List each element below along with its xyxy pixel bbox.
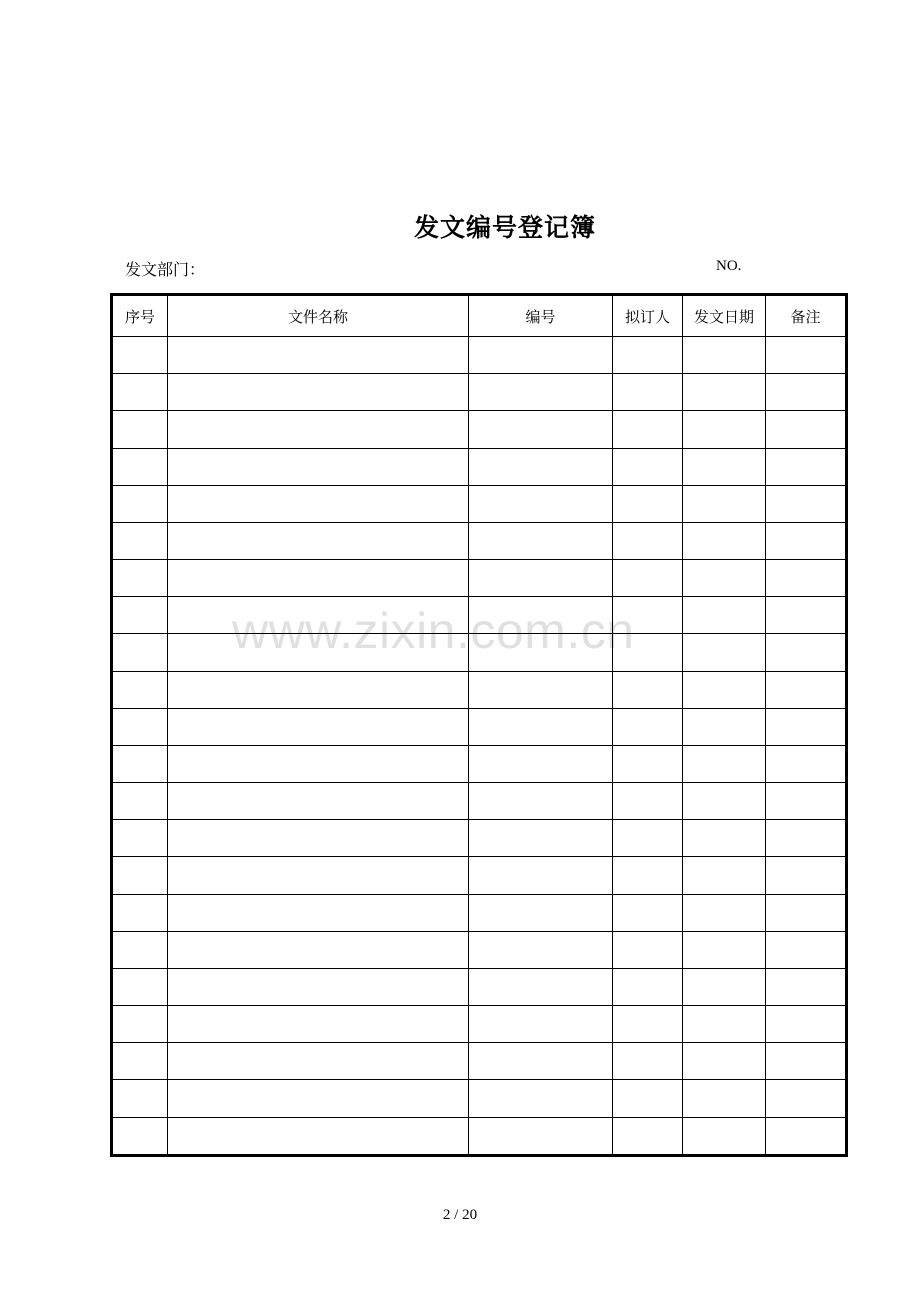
cell-number[interactable] — [469, 374, 613, 411]
watermark: www.zixin.com.cn — [232, 603, 635, 659]
cell-seq[interactable] — [112, 560, 168, 597]
header-drafter: 拟订人 — [613, 295, 683, 337]
cell-drafter[interactable] — [613, 671, 683, 708]
cell-drafter[interactable] — [613, 374, 683, 411]
cell-file-name[interactable] — [168, 968, 469, 1005]
register-body — [112, 337, 847, 1156]
cell-number[interactable] — [469, 783, 613, 820]
table-row — [112, 485, 847, 522]
cell-number[interactable] — [469, 522, 613, 559]
cell-drafter[interactable] — [613, 931, 683, 968]
table-row — [112, 1043, 847, 1080]
cell-file-name[interactable] — [168, 708, 469, 745]
cell-seq[interactable] — [112, 894, 168, 931]
cell-issue-date[interactable] — [683, 634, 766, 671]
cell-issue-date[interactable] — [683, 1043, 766, 1080]
cell-seq[interactable] — [112, 522, 168, 559]
table-row — [112, 448, 847, 485]
cell-issue-date[interactable] — [683, 448, 766, 485]
cell-remarks[interactable] — [766, 560, 847, 597]
cell-drafter[interactable] — [613, 857, 683, 894]
cell-number[interactable] — [469, 1080, 613, 1117]
cell-file-name[interactable] — [168, 522, 469, 559]
cell-remarks[interactable] — [766, 820, 847, 857]
cell-issue-date[interactable] — [683, 894, 766, 931]
cell-seq[interactable] — [112, 485, 168, 522]
cell-drafter[interactable] — [613, 1080, 683, 1117]
cell-file-name[interactable] — [168, 1006, 469, 1043]
table-row — [112, 522, 847, 559]
cell-number[interactable] — [469, 448, 613, 485]
cell-remarks[interactable] — [766, 857, 847, 894]
cell-number[interactable] — [469, 597, 613, 634]
page-number: 2 / 20 — [442, 1207, 478, 1223]
cell-remarks[interactable] — [766, 374, 847, 411]
cell-drafter[interactable] — [613, 745, 683, 782]
cell-issue-date[interactable] — [683, 745, 766, 782]
cell-remarks[interactable] — [766, 708, 847, 745]
table-row — [112, 931, 847, 968]
cell-seq[interactable] — [112, 931, 168, 968]
cell-file-name[interactable] — [168, 411, 469, 448]
cell-file-name[interactable] — [168, 931, 469, 968]
table-row — [112, 968, 847, 1005]
cell-file-name[interactable] — [168, 1117, 469, 1155]
cell-issue-date[interactable] — [683, 1006, 766, 1043]
cell-file-name[interactable] — [168, 597, 469, 634]
cell-number[interactable] — [469, 857, 613, 894]
cell-remarks[interactable] — [766, 411, 847, 448]
cell-issue-date[interactable] — [683, 522, 766, 559]
table-row — [112, 337, 847, 374]
table-row — [112, 708, 847, 745]
table-row — [112, 560, 847, 597]
cell-seq[interactable] — [112, 671, 168, 708]
table-row — [112, 857, 847, 894]
cell-drafter[interactable] — [613, 597, 683, 634]
cell-drafter[interactable] — [613, 560, 683, 597]
header-seq: 序号 — [112, 295, 168, 337]
cell-seq[interactable] — [112, 634, 168, 671]
cell-number[interactable] — [469, 1043, 613, 1080]
table-row — [112, 374, 847, 411]
cell-remarks[interactable] — [766, 485, 847, 522]
cell-remarks[interactable] — [766, 634, 847, 671]
cell-seq[interactable] — [112, 820, 168, 857]
cell-remarks[interactable] — [766, 931, 847, 968]
cell-number[interactable] — [469, 1117, 613, 1155]
cell-file-name[interactable] — [168, 671, 469, 708]
cell-number[interactable] — [469, 931, 613, 968]
cell-number[interactable] — [469, 1006, 613, 1043]
cell-issue-date[interactable] — [683, 671, 766, 708]
cell-remarks[interactable] — [766, 1043, 847, 1080]
cell-seq[interactable] — [112, 411, 168, 448]
number-label: NO. — [716, 258, 742, 274]
cell-remarks[interactable] — [766, 597, 847, 634]
cell-file-name[interactable] — [168, 374, 469, 411]
cell-drafter[interactable] — [613, 708, 683, 745]
cell-seq[interactable] — [112, 745, 168, 782]
cell-drafter[interactable] — [613, 1006, 683, 1043]
cell-issue-date[interactable] — [683, 931, 766, 968]
table-row — [112, 671, 847, 708]
cell-drafter[interactable] — [613, 783, 683, 820]
cell-file-name[interactable] — [168, 634, 469, 671]
cell-seq[interactable] — [112, 597, 168, 634]
cell-drafter[interactable] — [613, 968, 683, 1005]
cell-file-name[interactable] — [168, 745, 469, 782]
department-label: 发文部门： — [125, 260, 206, 279]
cell-issue-date[interactable] — [683, 820, 766, 857]
header-remarks: 备注 — [766, 295, 847, 337]
cell-seq[interactable] — [112, 374, 168, 411]
cell-seq[interactable] — [112, 1006, 168, 1043]
cell-file-name[interactable] — [168, 1080, 469, 1117]
cell-file-name[interactable] — [168, 485, 469, 522]
page-title: 发文编号登记簿 — [413, 213, 596, 242]
cell-issue-date[interactable] — [683, 857, 766, 894]
cell-number[interactable] — [469, 894, 613, 931]
table-row — [112, 894, 847, 931]
cell-file-name[interactable] — [168, 894, 469, 931]
cell-number[interactable] — [469, 634, 613, 671]
cell-remarks[interactable] — [766, 337, 847, 374]
table-row — [112, 597, 847, 634]
cell-number[interactable] — [469, 671, 613, 708]
cell-issue-date[interactable] — [683, 783, 766, 820]
cell-seq[interactable] — [112, 337, 168, 374]
cell-drafter[interactable] — [613, 634, 683, 671]
cell-issue-date[interactable] — [683, 968, 766, 1005]
cell-seq[interactable] — [112, 708, 168, 745]
table-row — [112, 1117, 847, 1155]
cell-remarks[interactable] — [766, 448, 847, 485]
cell-remarks[interactable] — [766, 1080, 847, 1117]
cell-remarks[interactable] — [766, 671, 847, 708]
cell-file-name[interactable] — [168, 1043, 469, 1080]
cell-file-name[interactable] — [168, 783, 469, 820]
cell-issue-date[interactable] — [683, 708, 766, 745]
cell-number[interactable] — [469, 708, 613, 745]
header-file-name: 文件名称 — [168, 295, 469, 337]
cell-number[interactable] — [469, 820, 613, 857]
cell-issue-date[interactable] — [683, 337, 766, 374]
cell-drafter[interactable] — [613, 337, 683, 374]
cell-file-name[interactable] — [168, 337, 469, 374]
cell-remarks[interactable] — [766, 1006, 847, 1043]
register-table — [110, 293, 848, 1157]
cell-remarks[interactable] — [766, 894, 847, 931]
table-header-row — [112, 295, 847, 337]
cell-remarks[interactable] — [766, 522, 847, 559]
cell-issue-date[interactable] — [683, 1080, 766, 1117]
cell-number[interactable] — [469, 411, 613, 448]
cell-drafter[interactable] — [613, 411, 683, 448]
cell-drafter[interactable] — [613, 1117, 683, 1155]
cell-remarks[interactable] — [766, 968, 847, 1005]
cell-file-name[interactable] — [168, 560, 469, 597]
cell-issue-date[interactable] — [683, 560, 766, 597]
cell-seq[interactable] — [112, 1117, 168, 1155]
cell-drafter[interactable] — [613, 820, 683, 857]
cell-issue-date[interactable] — [683, 485, 766, 522]
cell-seq[interactable] — [112, 1043, 168, 1080]
cell-seq[interactable] — [112, 783, 168, 820]
table-row — [112, 820, 847, 857]
cell-drafter[interactable] — [613, 1043, 683, 1080]
table-row — [112, 634, 847, 671]
cell-number[interactable] — [469, 337, 613, 374]
cell-seq[interactable] — [112, 968, 168, 1005]
cell-seq[interactable] — [112, 857, 168, 894]
cell-drafter[interactable] — [613, 522, 683, 559]
cell-seq[interactable] — [112, 1080, 168, 1117]
cell-file-name[interactable] — [168, 448, 469, 485]
table-row — [112, 1080, 847, 1117]
cell-issue-date[interactable] — [683, 597, 766, 634]
cell-drafter[interactable] — [613, 894, 683, 931]
cell-file-name[interactable] — [168, 820, 469, 857]
table-row — [112, 411, 847, 448]
cell-issue-date[interactable] — [683, 411, 766, 448]
header-number: 编号 — [469, 295, 613, 337]
cell-number[interactable] — [469, 745, 613, 782]
cell-issue-date[interactable] — [683, 1117, 766, 1155]
cell-number[interactable] — [469, 485, 613, 522]
cell-drafter[interactable] — [613, 448, 683, 485]
cell-number[interactable] — [469, 968, 613, 1005]
cell-issue-date[interactable] — [683, 374, 766, 411]
cell-seq[interactable] — [112, 448, 168, 485]
table-row — [112, 1006, 847, 1043]
cell-drafter[interactable] — [613, 485, 683, 522]
cell-remarks[interactable] — [766, 783, 847, 820]
cell-number[interactable] — [469, 560, 613, 597]
cell-remarks[interactable] — [766, 745, 847, 782]
table-row — [112, 745, 847, 782]
table-row — [112, 783, 847, 820]
cell-remarks[interactable] — [766, 1117, 847, 1155]
header-issue-date: 发文日期 — [683, 295, 766, 337]
cell-file-name[interactable] — [168, 857, 469, 894]
